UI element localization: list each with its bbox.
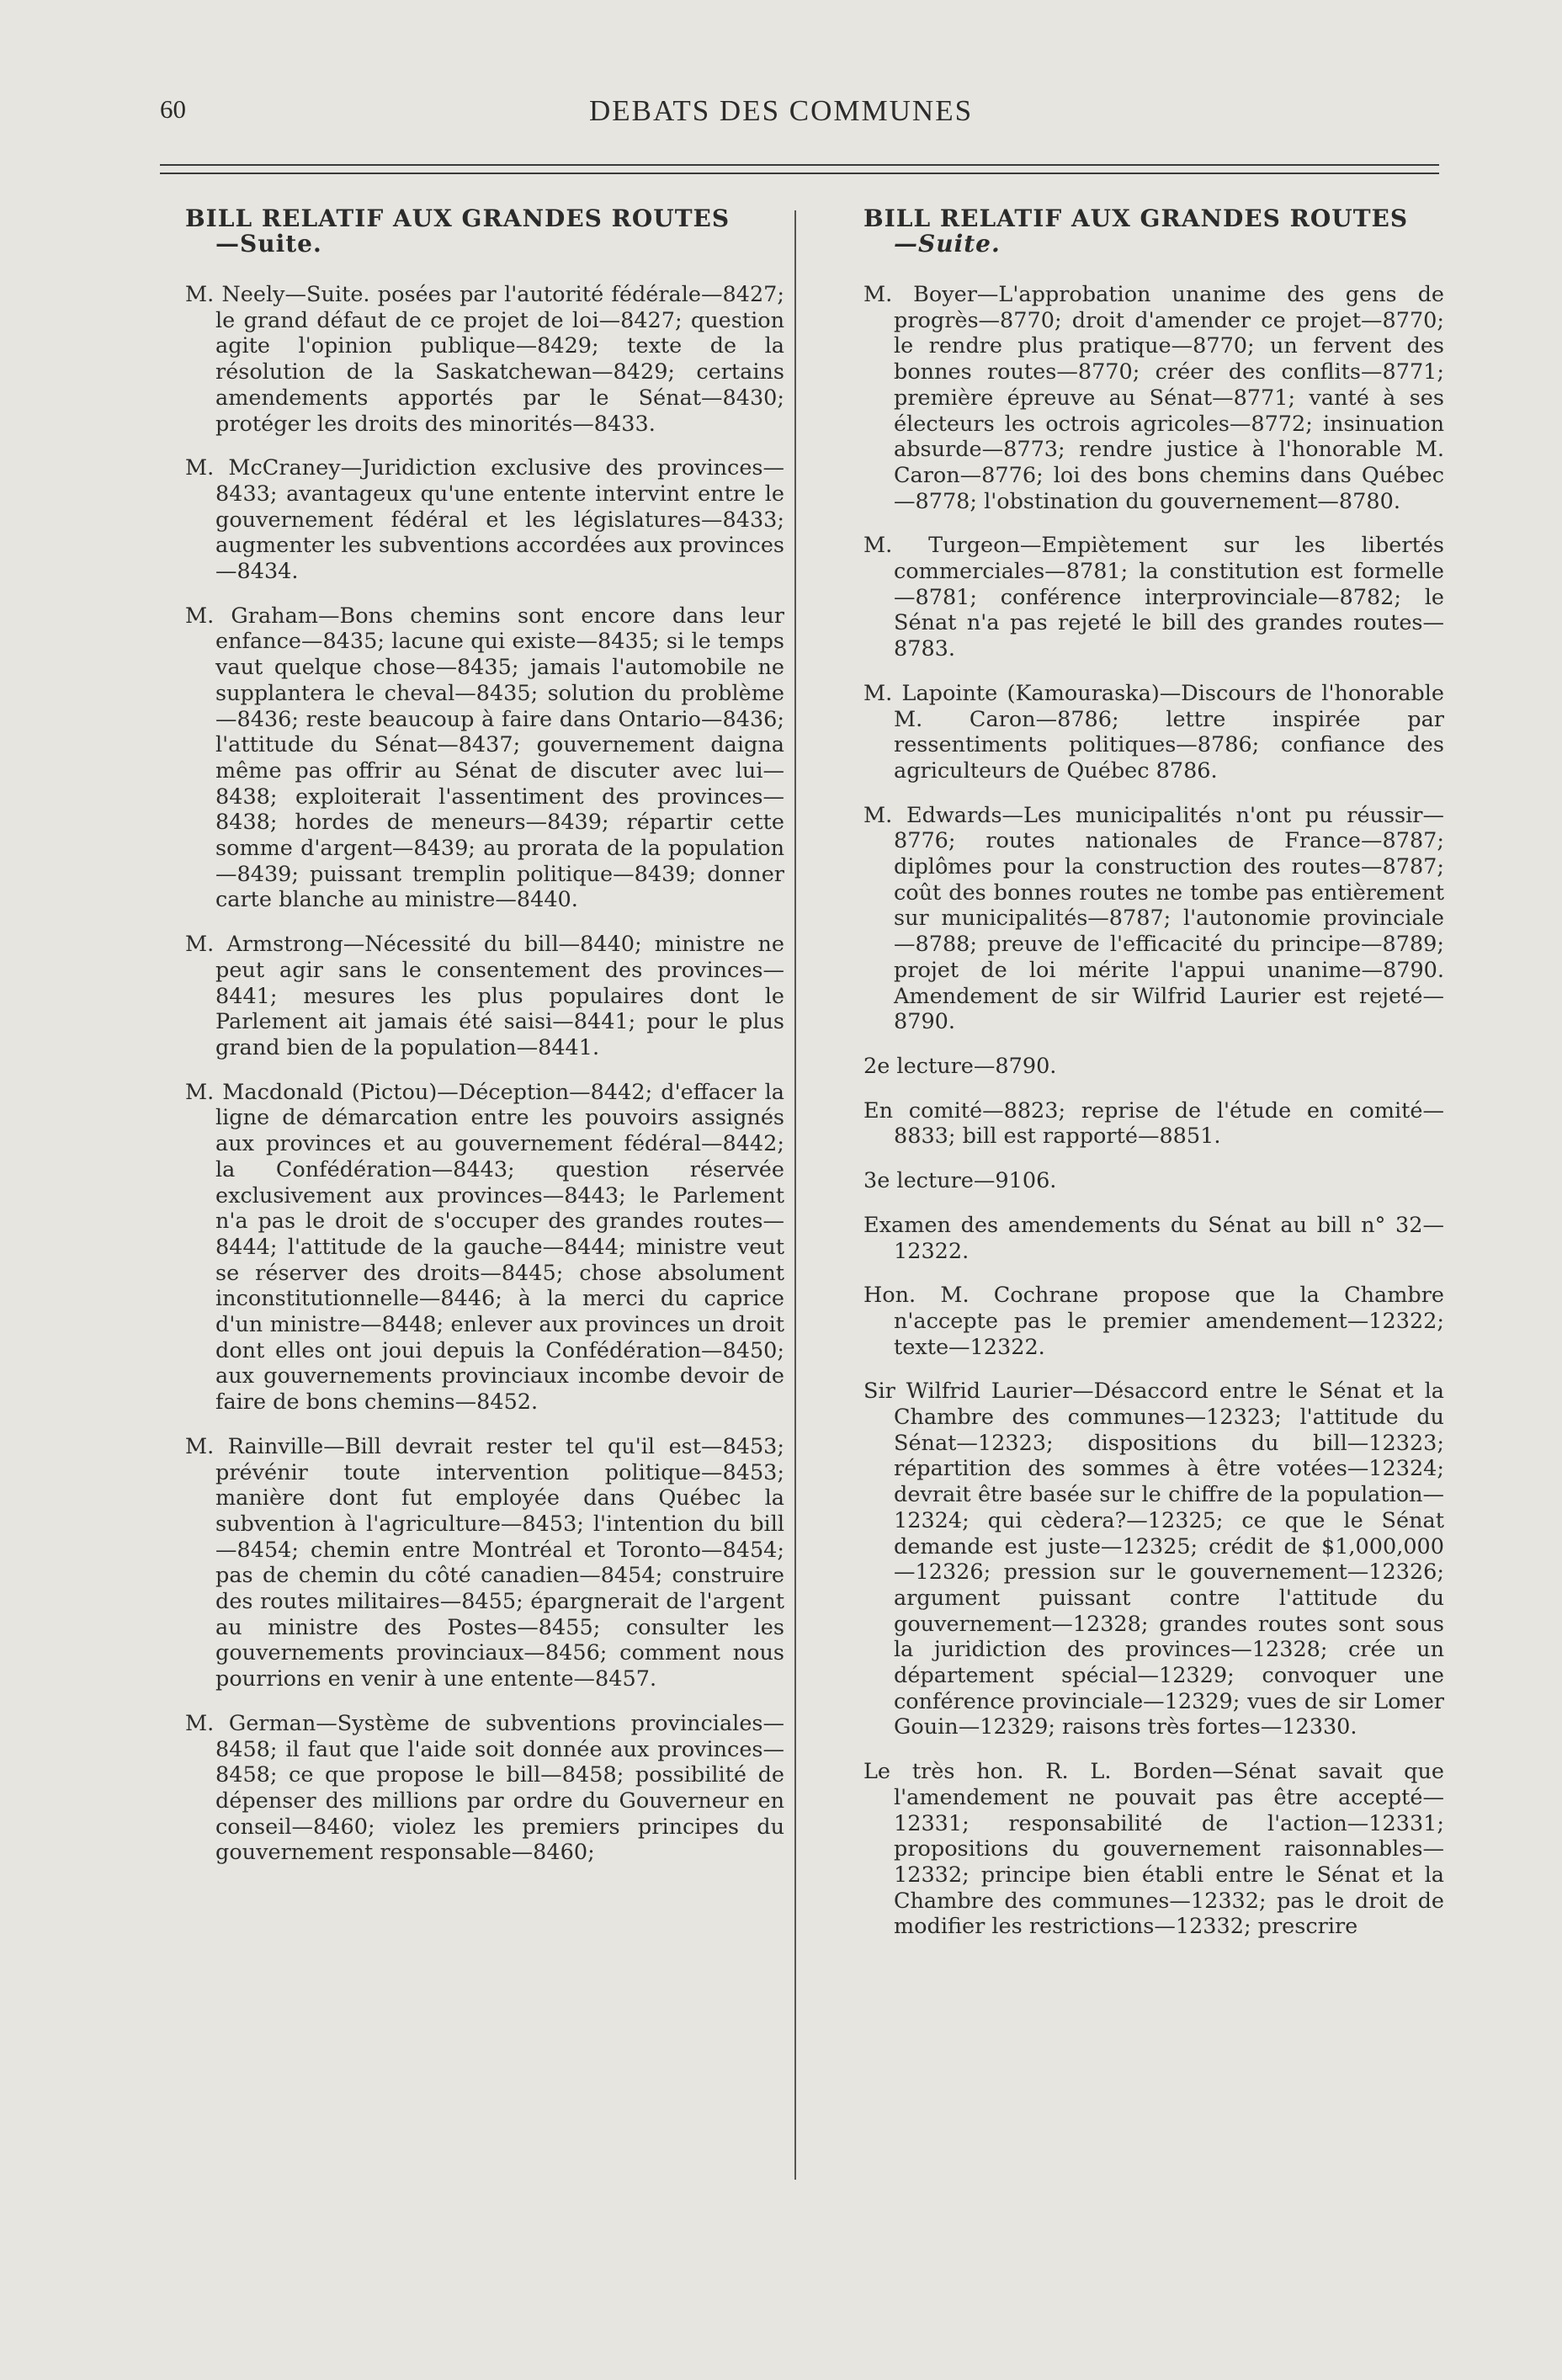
- header-rule-top: [160, 164, 1439, 166]
- index-entry-macdonald: M. Macdonald (Pictou)—Déception—8442; d'effacer la ligne de démarcation entre les pouvoirs assignés aux provinces et au gouvernement fédéral—8442; la Confédération—8443; question réservée exclusivement aux provinces—8443; le Parlement n'a pas le droit de s'occuper des grandes routes—8444; l'attitude de la gauche—8444; ministre veut se réserver des droits—8445; chose absolument inconstitutionnelle—8446; à la merci du caprice d'un ministre—8448; enlever aux provinces un droit dont elles ont joui depuis la Confédération—8450; aux gouvernements provinciaux incombe devoir de faire de bons chemins—8452.: [185, 1079, 784, 1416]
- index-entry-second-reading: 2e lecture—8790.: [863, 1053, 1057, 1079]
- index-entry-lapointe: M. Lapointe (Kamouraska)—Discours de l'honorable M. Caron—8786; lettre inspirée par ressentiments politiques—8786; confiance des agriculteurs de Québec 8786.: [863, 680, 1444, 784]
- index-entry-neely: M. Neely—Suite. posées par l'autorité fédérale—8427; le grand défaut de ce projet de loi—8427; question agite l'opinion publique—8429; texte de la résolution de la Saskatchewan—8429; certains amendements apportés par le Sénat—8430; protéger les droits des minorités—8433.: [185, 282, 784, 437]
- right-heading-title: BILL RELATIF AUX GRANDES ROUTES: [863, 205, 1409, 232]
- index-entry-senate-amendments: Examen des amendements du Sénat au bill n° 32—12322.: [863, 1212, 1444, 1264]
- index-entry-turgeon: M. Turgeon—Empiètement sur les libertés commerciales—8781; la constitution est formelle—8781; conférence interprovinciale—8782; le Sénat n'a pas rejeté le bill des grandes routes—8783.: [863, 533, 1444, 662]
- index-entry-cochrane: Hon. M. Cochrane propose que la Chambre n'accepte pas le premier amendement—12322; texte—12322.: [863, 1283, 1444, 1360]
- right-column: [863, 206, 1444, 1958]
- right-column-heading: [863, 206, 1444, 257]
- page-number: 60: [160, 94, 186, 124]
- header-rule-bottom: [160, 173, 1439, 174]
- index-entry-graham: M. Graham—Bons chemins sont encore dans leur enfance—8435; lacune qui existe—8435; si le temps vaut quelque chose—8435; jamais l'automobile ne supplantera le cheval—8435; solution du problème—8436; reste beaucoup à faire dans Ontario—8436; l'attitude du Sénat—8437; gouvernement daigna même pas offrir au Sénat de discuter avec lui—8438; exploiterait l'assentiment des provinces—8438; hordes de meneurs—8439; répartir cette somme d'argent—8439; au prorata de la population—8439; puissant tremplin politique—8439; donner carte blanche au ministre—8440.: [185, 603, 784, 913]
- index-entry-edwards: M. Edwards—Les municipalités n'ont pu réussir—8776; routes nationales de France—8787; diplômes pour la construction des routes—8787; coût des bonnes routes ne tombe pas entièrement sur municipalités—8787; l'autonomie provinciale—8788; preuve de l'efficacité du principe—8789; projet de loi mérite l'appui unanime—8790. Amendement de sir Wilfrid Laurier est rejeté—8790.: [863, 802, 1444, 1035]
- right-entries: [863, 282, 1444, 1940]
- index-entry-boyer: M. Boyer—L'approbation unanime des gens de progrès—8770; droit d'amender ce projet—8770; le rendre plus pratique—8770; un fervent des bonnes routes—8770; créer des conflits—8771; première épreuve au Sénat—8771; vanté à ses électeurs les octrois agricoles—8772; insinuation absurde—8773; rendre justice à l'honorable M. Caron—8776; loi des bons chemins dans Québec—8778; l'obstination du gouvernement—8780.: [863, 282, 1444, 514]
- left-entries: [185, 282, 784, 1866]
- right-heading-suite: —Suite.: [894, 230, 1001, 258]
- left-column-heading: [185, 206, 784, 257]
- index-entry-third-reading: 3e lecture—9106.: [863, 1168, 1057, 1194]
- column-divider: [794, 210, 796, 2180]
- index-entry-mccraney: M. McCraney—Juridiction exclusive des provinces—8433; avantageux qu'une entente intervint entre le gouvernement fédéral et les législatures—8433; augmenter les subventions accordées aux provinces—8434.: [185, 455, 784, 585]
- index-entry-armstrong: M. Armstrong—Nécessité du bill—8440; ministre ne peut agir sans le consentement des provinces—8441; mesures les plus populaires dont le Parlement ait jamais été saisi—8441; pour le plus grand bien de la population—8441.: [185, 932, 784, 1060]
- index-entry-committee: En comité—8823; reprise de l'étude en comité—8833; bill est rapporté—8851.: [863, 1097, 1444, 1150]
- left-column: [185, 206, 784, 1884]
- index-entry-german: M. German—Système de subventions provinciales—8458; il faut que l'aide soit donnée aux provinces—8458; ce que propose le bill—8458; possibilité de dépenser des millions par ordre du Gouverneur en conseil—8460; violez les premiers principes du gouvernement responsable—8460;: [185, 1710, 784, 1866]
- left-heading-suite: —Suite.: [215, 230, 322, 258]
- index-entry-rainville: M. Rainville—Bill devrait rester tel qu'il est—8453; prévénir toute intervention politique—8453; manière dont fut employée dans Québec la subvention à l'agriculture—8453; l'intention du bill—8454; chemin entre Montréal et Toronto—8454; pas de chemin du côté canadien—8454; construire des routes militaires—8455; épargnerait de l'argent au ministre des Postes—8455; consulter les gouvernements provinciaux—8456; comment nous pourrions en venir à une entente—8457.: [185, 1433, 784, 1692]
- left-heading-title: BILL RELATIF AUX GRANDES ROUTES: [185, 205, 731, 232]
- running-title: DEBATS DES COMMUNES: [588, 94, 974, 127]
- index-entry-laurier: Sir Wilfrid Laurier—Désaccord entre le Sénat et la Chambre des communes—12323; l'attitude du Sénat—12323; dispositions du bill—12323; répartition des sommes à être votées—12324; devrait être basée sur le chiffre de la population—12324; qui cèdera?—12325; ce que le Sénat demande est juste—12325; crédit de $1,000,000—12326; pression sur le gouvernement—12326; argument puissant contre l'attitude du gouvernement—12328; grandes routes sont sous la juridiction des provinces—12328; crée un département spécial—12329; convoquer une conférence provinciale—12329; vues de sir Lomer Gouin—12329; raisons très fortes—12330.: [863, 1379, 1444, 1740]
- index-entry-borden: Le très hon. R. L. Borden—Sénat savait que l'amendement ne pouvait pas être accepté—12331; responsabilité de l'action—12331; propositions du gouvernement raisonnables—12332; principe bien établi entre le Sénat et la Chambre des communes—12332; pas le droit de modifier les restrictions—12332; prescrire: [863, 1759, 1444, 1940]
